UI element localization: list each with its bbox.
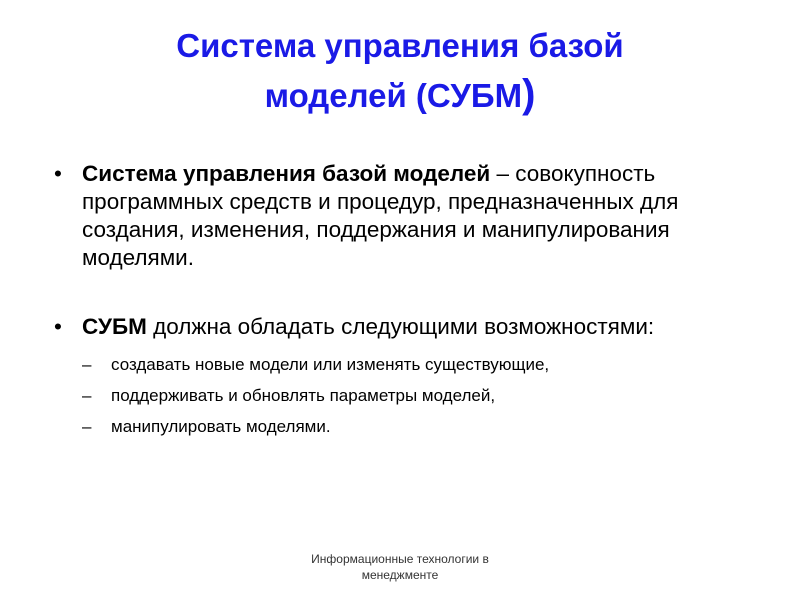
bullet-marker: • — [54, 314, 62, 339]
bullet-item-definition — [52, 160, 752, 272]
bullet-marker: • — [54, 161, 62, 186]
bullet-text: должна обладать следующими возможностями: — [146, 314, 655, 339]
footer-line-2: менеджменте — [361, 568, 439, 582]
sub-item-text: манипулировать моделями. — [111, 417, 331, 436]
slide-title-line-1: Система управления базой — [176, 27, 624, 64]
sub-item-marker: – — [82, 355, 92, 374]
spacer — [52, 272, 752, 313]
footer-line-1: Информационные технологии в — [311, 552, 489, 566]
slide-title-closing-paren: ) — [522, 72, 536, 116]
bullet-term: СУБМ — [82, 314, 147, 339]
bullet-item-capabilities — [52, 313, 752, 341]
slide-footer — [250, 551, 550, 583]
sub-item-manipulate — [52, 415, 752, 438]
sub-item-marker: – — [82, 417, 92, 436]
sub-item-marker: – — [82, 386, 92, 405]
sub-item-text: создавать новые модели или изменять существующие, — [111, 355, 550, 374]
bullet-term: Система управления базой моделей — [82, 161, 491, 186]
slide-title-line-2-text: моделей (СУБМ — [264, 77, 523, 114]
slide-title-line-2 — [60, 70, 740, 120]
sub-item-text: поддерживать и обновлять параметры моделей, — [111, 386, 496, 405]
bullet-text: – совокупность программных средств и процедур, предназначенных для создания, изменения, поддержания и манипулирования моделями. — [82, 161, 679, 270]
sub-item-create — [52, 353, 752, 376]
slide-body — [52, 160, 752, 438]
sub-item-update — [52, 384, 752, 407]
slide-title — [60, 22, 740, 120]
